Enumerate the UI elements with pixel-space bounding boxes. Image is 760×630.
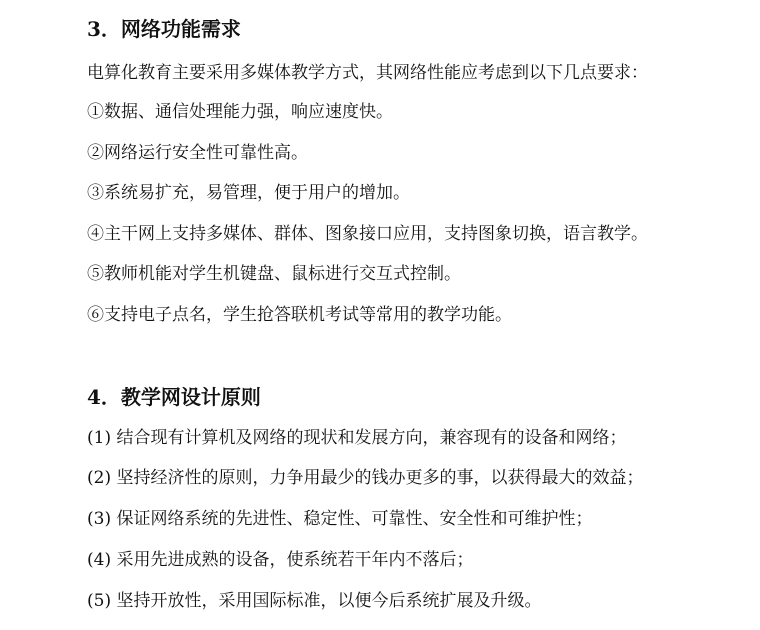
principle-item-4: (4) 采用先进成熟的设备，使系统若干年内不落后； [87, 550, 474, 570]
requirement-item-4: ④主干网上支持多媒体、群体、图象接口应用，支持图象切换，语言教学。 [87, 224, 648, 244]
requirement-item-2: ②网络运行安全性可靠性高。 [87, 143, 308, 163]
requirement-item-1: ①数据、通信处理能力强，响应速度快。 [87, 102, 393, 122]
requirement-item-6: ⑥支持电子点名，学生抢答联机考试等常用的教学功能。 [87, 305, 512, 325]
requirement-item-3: ③系统易扩充，易管理，便于用户的增加。 [87, 183, 410, 203]
section-3-heading: 3．网络功能需求 [87, 17, 241, 41]
principle-item-5: (5) 坚持开放性，采用国际标准，以便今后系统扩展及升级。 [87, 591, 542, 611]
section-3-intro: 电算化教育主要采用多媒体教学方式，其网络性能应考虑到以下几点要求： [87, 63, 648, 83]
principle-item-1: (1) 结合现有计算机及网络的现状和发展方向，兼容现有的设备和网络； [87, 428, 627, 448]
requirement-item-5: ⑤教师机能对学生机键盘、鼠标进行交互式控制。 [87, 264, 461, 284]
section-4-heading: 4．教学网设计原则 [87, 385, 261, 409]
principle-item-3: (3) 保证网络系统的先进性、稳定性、可靠性、安全性和可维护性； [87, 509, 593, 529]
principle-item-2: (2) 坚持经济性的原则，力争用最少的钱办更多的事，以获得最大的效益； [87, 468, 644, 488]
